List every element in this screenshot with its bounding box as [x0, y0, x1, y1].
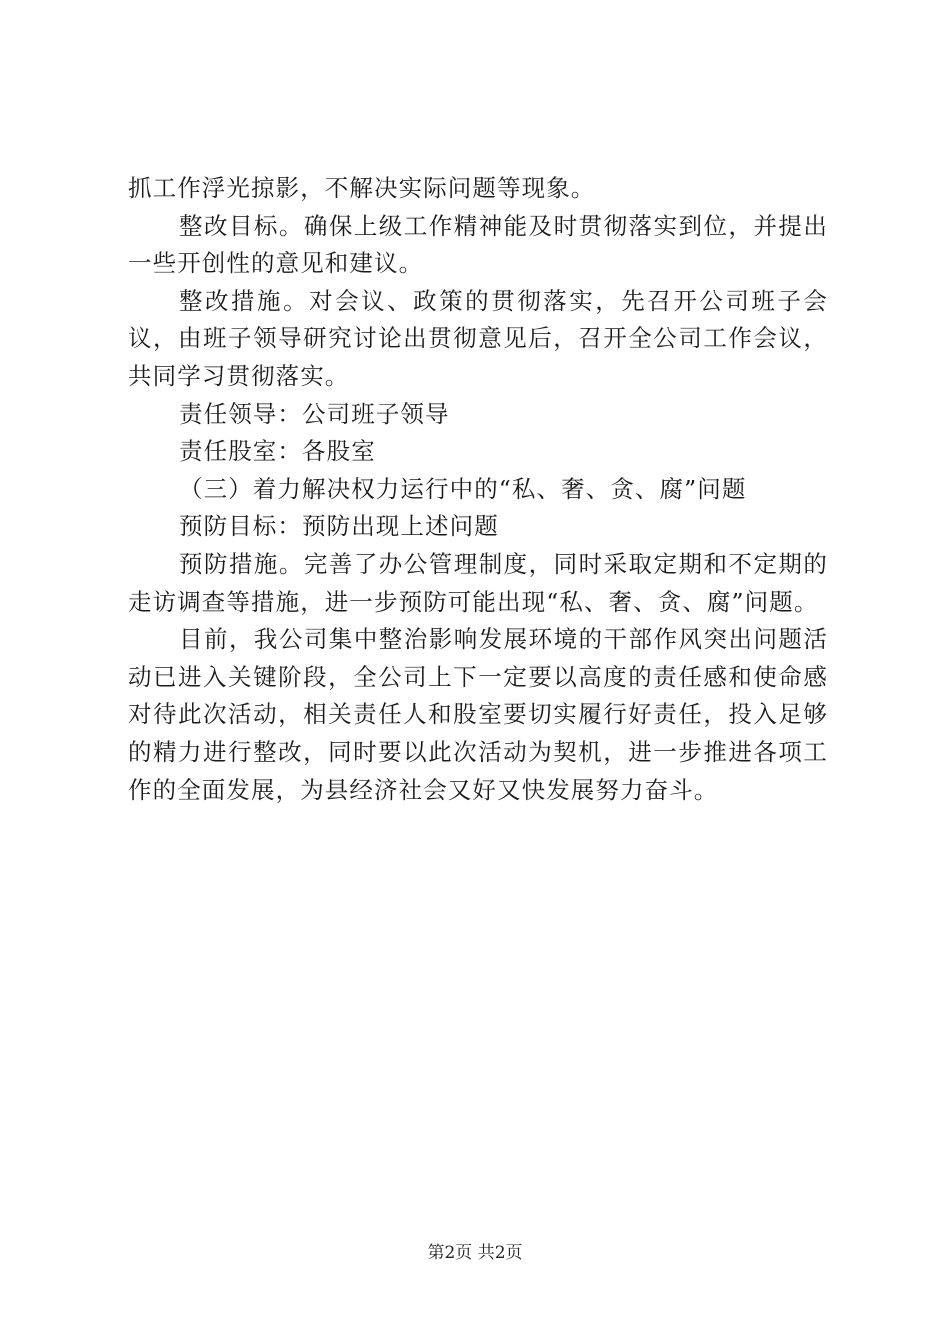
- paragraph-prevention-measures: 预防措施。完善了办公管理制度，同时采取定期和不定期的走访调查等措施，进一步预防可能出现“私、奢、贪、腐”问题。: [128, 549, 828, 616]
- paragraph-rectification-measures: 整改措施。对会议、政策的贯彻落实，先召开公司班子会议，由班子领导研究讨论出贯彻意见后，召开全公司工作会议，共同学习贯彻落实。: [128, 286, 828, 390]
- paragraph-rectification-goal: 整改目标。确保上级工作精神能及时贯彻落实到位，并提出一些开创性的意见和建议。: [128, 211, 828, 278]
- paragraph-conclusion: 目前，我公司集中整治影响发展环境的干部作风突出问题活动已进入关键阶段，全公司上下一定要以高度的责任感和使命感对待此次活动，相关责任人和股室要切实履行好责任，投入足够的精力进行整改，同时要以此次活动为契机，进一步推进各项工作的全面发展，为县经济社会又好又快发展努力奋斗。: [128, 625, 828, 804]
- page-number-footer: 第2页 共2页: [427, 1243, 523, 1263]
- paragraph-responsible-office: 责任股室：各股室: [179, 437, 376, 466]
- section-heading-three: （三）着力解决权力运行中的“私、奢、贪、腐”问题: [179, 474, 747, 503]
- paragraph-continuation: 抓工作浮光掠影，不解决实际问题等现象。: [128, 174, 596, 202]
- document-body: [128, 170, 828, 809]
- paragraph-prevention-goal: 预防目标：预防出现上述问题: [179, 512, 499, 541]
- paragraph-responsible-leader: 责任领导：公司班子领导: [179, 399, 450, 428]
